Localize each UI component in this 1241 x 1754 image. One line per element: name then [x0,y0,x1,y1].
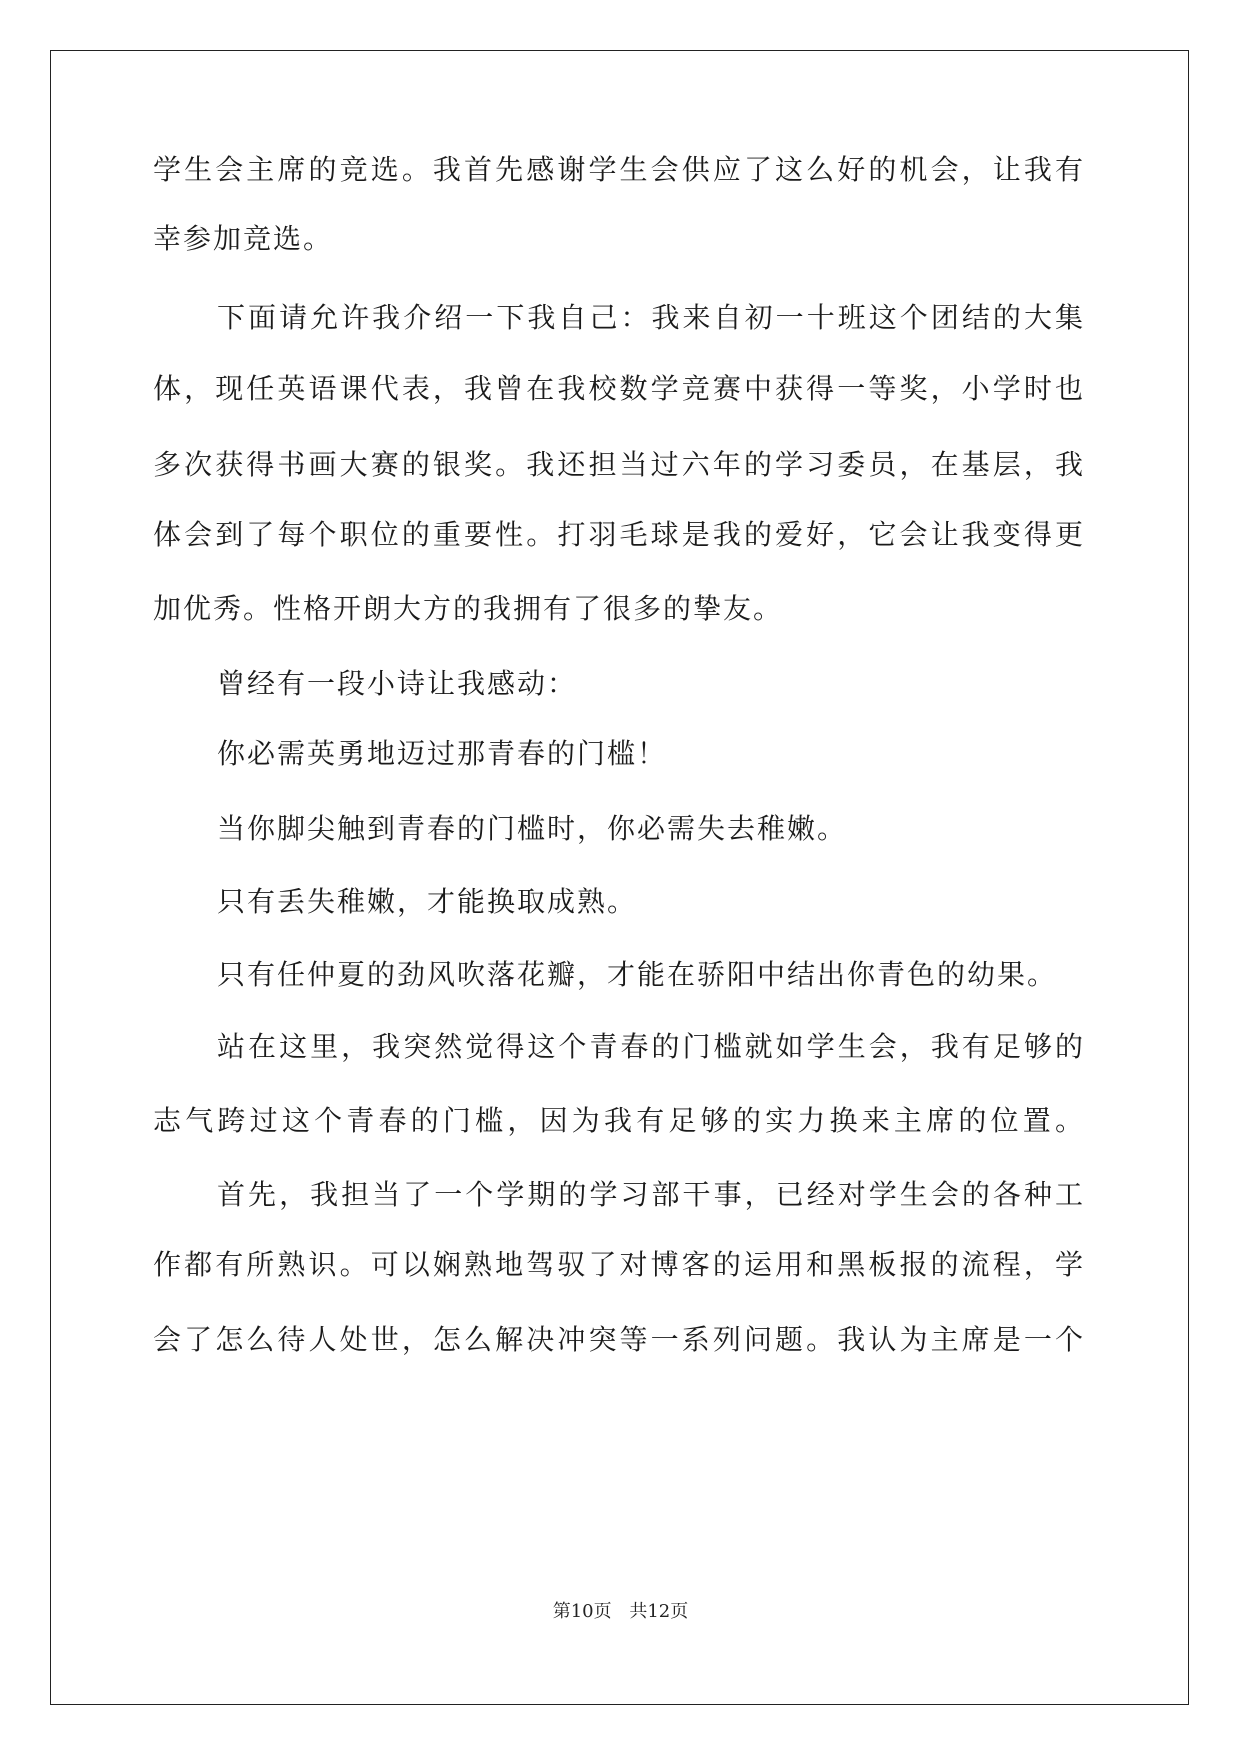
text-line: 体，现任英语课代表，我曾在我校数学竞赛中获得一等奖，小学时也 [153,372,1085,405]
text-line: 当你脚尖触到青春的门槛时，你必需失去稚嫩。 [217,812,848,845]
page-footer [0,1600,1241,1624]
text-line: 加优秀。性格开朗大方的我拥有了很多的挚友。 [153,592,784,625]
text-line: 曾经有一段小诗让我感动： [217,667,578,700]
text-line: 多次获得书画大赛的银奖。我还担当过六年的学习委员，在基层，我 [153,448,1085,481]
text-line: 学生会主席的竞选。我首先感谢学生会供应了这么好的机会，让我有 [153,153,1085,186]
text-line: 只有丢失稚嫩，才能换取成熟。 [217,885,638,918]
text-line: 会了怎么待人处世，怎么解决冲突等一系列问题。我认为主席是一个 [153,1323,1085,1356]
text-line: 站在这里，我突然觉得这个青春的门槛就如学生会，我有足够的 [217,1030,1085,1063]
text-line: 志气跨过这个青春的门槛，因为我有足够的实力换来主席的位置。 [153,1104,1085,1137]
text-line: 首先，我担当了一个学期的学习部干事，已经对学生会的各种工 [217,1178,1085,1211]
text-line: 下面请允许我介绍一下我自己：我来自初一十班这个团结的大集 [217,301,1085,334]
text-line: 体会到了每个职位的重要性。打羽毛球是我的爱好，它会让我变得更 [153,518,1085,551]
text-line: 你必需英勇地迈过那青春的门槛！ [217,737,668,770]
text-line: 作都有所熟识。可以娴熟地驾驭了对博客的运用和黑板报的流程，学 [153,1248,1085,1281]
page-number: 第10页 [552,1601,612,1622]
page-total: 共12页 [629,1601,689,1622]
text-line: 只有任仲夏的劲风吹落花瓣，才能在骄阳中结出你青色的幼果。 [217,958,1058,991]
text-line: 幸参加竞选。 [153,222,334,255]
